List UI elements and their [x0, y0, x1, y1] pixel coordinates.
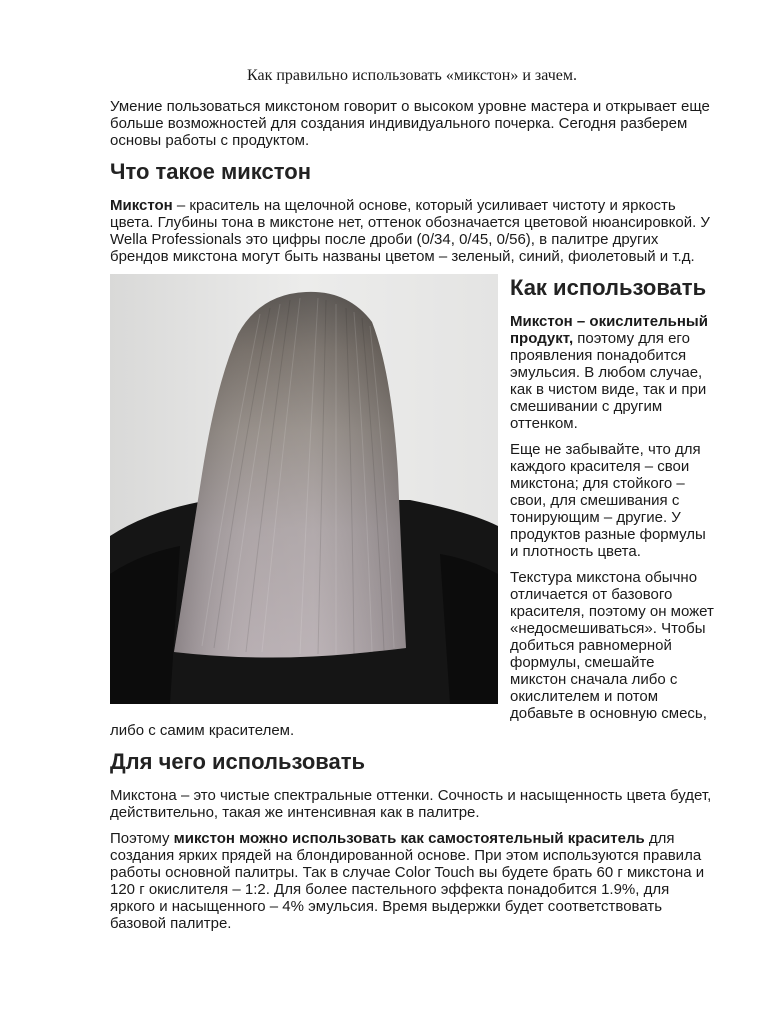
definition-term: Микстон	[110, 197, 173, 214]
standalone-dye-term: микстон можно использовать как самостоятельный краситель	[173, 830, 645, 847]
document-page	[110, 66, 714, 941]
definition-text: – краситель на щелочной основе, который усиливает чистоту и яркость цвета. Глубины тона в микстоне нет, оттенок обозначается цветовой нюансировкой. У Wella Professionals это цифры после дроби (0/34, 0/45, 0/56), в палитре других брендов микстона могут быть названы цветом – зеленый, синий, фиолетовый и т.д.	[110, 197, 710, 265]
definition-paragraph	[110, 197, 714, 265]
section-heading-what-for: Для чего использовать	[110, 749, 366, 774]
oxidizing-product-term: Микстон – окислительный продукт,	[510, 313, 708, 347]
hair-photo	[110, 274, 498, 704]
section-heading-how-to-use: Как использовать	[510, 275, 707, 300]
what-for-text-2: для создания ярких прядей на блондированной основе. При этом используются правила работы основной палитры. Так в случае Color Touch вы будете брать 60 г микстона и 120 г окислителя – 1:2. Для более пастельного эффекта понадобится 1.9%, для яркого и насыщенного – 4% эмульсия. Время выдержки будет соответствовать базовой палитре.	[110, 830, 705, 932]
what-for-text-pre: Поэтому	[110, 830, 174, 847]
how-to-use-paragraph-2: Еще не забывайте, что для каждого красителя – свои микстона; для стойкого – свои, для смешивания с тонирующим – другие. У продуктов разные формулы и плотность цвета.	[510, 441, 706, 560]
document-title: Как правильно использовать «микстон» и зачем.	[247, 67, 577, 84]
section-heading-what-is: Что такое микстон	[110, 159, 311, 184]
how-to-use-paragraph-3: Текстура микстона обычно отличается от базового красителя, поэтому он может «недосмешиваться». Чтобы добиться равномерной формулы, смешайте микстон сначала либо с окислителем и потом добавьте в основную смесь, либо с самим красителем.	[110, 569, 714, 739]
intro-paragraph: Умение пользоваться микстоном говорит о высоком уровне мастера и открывает еще больше возможностей для создания индивидуального почерка. Сегодня разберем основы работы с продуктом.	[110, 98, 710, 149]
how-to-use-text-1: поэтому для его проявления понадобится эмульсия. В любом случае, как в чистом виде, так и при смешивании с другим оттенком.	[510, 330, 707, 432]
what-for-paragraph-2	[110, 830, 714, 932]
what-for-paragraph-1: Микстона – это чистые спектральные оттенки. Сочность и насыщенность цвета будет, действительно, такая же интенсивная как в палитре.	[110, 787, 712, 821]
